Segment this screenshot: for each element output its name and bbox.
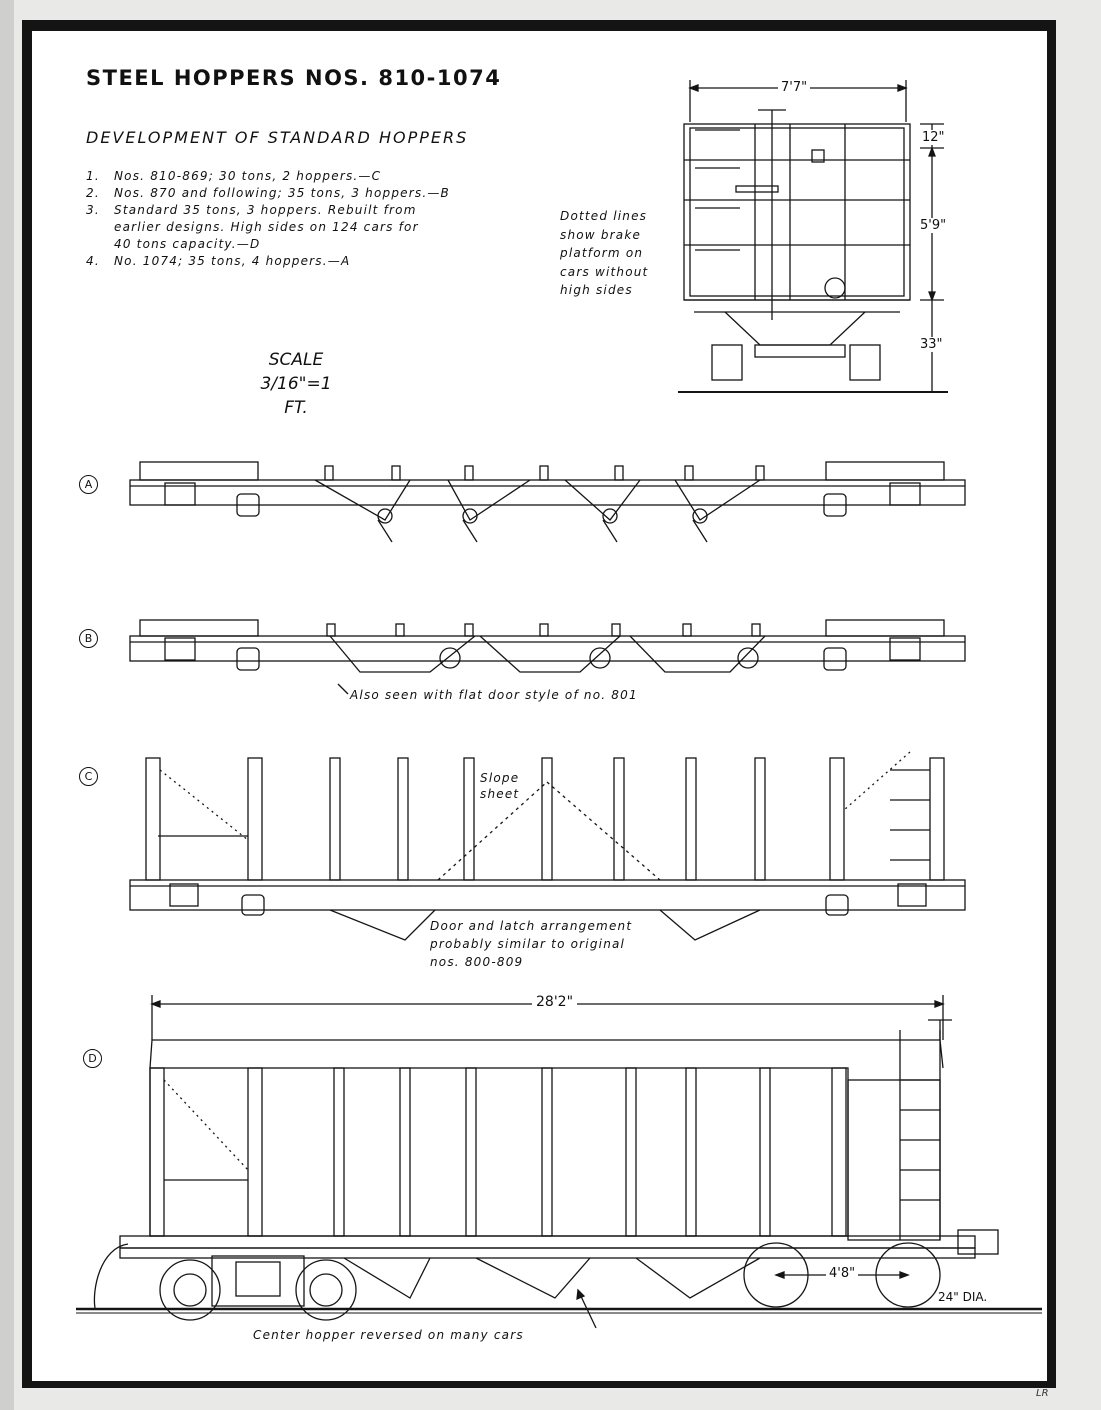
diagram-d-drawing — [76, 995, 1042, 1328]
center-hopper-note: Center hopper reversed on many cars — [253, 1328, 524, 1342]
diagram-a-drawing — [130, 462, 965, 542]
scale-label: SCALE — [268, 350, 324, 370]
drafter-initials: LR — [1036, 1388, 1049, 1399]
slope-sheet-label — [480, 770, 519, 802]
note-text: No. 1074; 35 tons, 4 hoppers.—A — [114, 254, 351, 268]
note-text: Nos. 870 and following; 35 tons, 3 hoppers.—B — [114, 186, 450, 200]
end-width-dimension: 7'7" — [778, 80, 810, 95]
diagram-d-marker: D — [83, 1049, 102, 1068]
note-text: 40 tons capacity.—D — [114, 237, 261, 251]
dotted-note-line: cars without — [560, 264, 649, 279]
dotted-lines-note — [560, 207, 648, 300]
note-number: 4. — [86, 254, 100, 268]
note-item — [86, 202, 450, 253]
door-note-line: probably similar to original — [430, 937, 626, 951]
note-item — [86, 185, 450, 202]
dotted-note-line: high sides — [560, 283, 633, 297]
dotted-note-line: show brake — [560, 227, 642, 242]
note-text: earlier designs. High sides on 124 cars for — [114, 220, 419, 234]
door-note-line: nos. 800-809 — [430, 955, 524, 969]
diagram-c-marker: C — [79, 767, 98, 786]
dotted-note-line: platform on — [560, 246, 644, 260]
page-subtitle: DEVELOPMENT OF STANDARD HOPPERS — [86, 128, 469, 147]
dotted-note-line: Dotted lines — [560, 209, 648, 223]
scale-value: 3/16"=1 FT. — [260, 374, 332, 418]
note-text: Nos. 810-869; 30 tons, 2 hoppers.—C — [114, 169, 382, 183]
scale-block — [250, 348, 342, 420]
note-number: 3. — [86, 203, 100, 217]
wheel-diameter-label: 24" DIA. — [938, 1290, 988, 1304]
end-view-drawing — [678, 80, 948, 392]
note-number: 2. — [86, 186, 100, 200]
flat-door-note: Also seen with flat door style of no. 801 — [350, 688, 638, 702]
slope-label-line: sheet — [480, 787, 520, 801]
note-text: Standard 35 tons, 3 hoppers. Rebuilt from — [114, 203, 417, 217]
note-number: 1. — [86, 169, 100, 183]
end-bottom-dimension: 33" — [920, 337, 943, 352]
diagram-b-drawing — [130, 620, 965, 694]
note-item — [86, 253, 450, 270]
page-title: STEEL HOPPERS NOS. 810-1074 — [86, 66, 502, 90]
diagram-c-drawing — [130, 752, 965, 940]
end-top-dimension: 12" — [922, 130, 945, 145]
car-length-dimension: 28'2" — [532, 994, 577, 1010]
door-note-line: Door and latch arrangement — [430, 919, 633, 933]
development-notes-list — [86, 168, 450, 270]
note-item — [86, 168, 450, 185]
slope-label-line: Slope — [480, 771, 520, 785]
diagram-b-marker: B — [79, 629, 98, 648]
diagram-a-marker: A — [79, 475, 98, 494]
door-latch-note — [430, 917, 632, 971]
end-side-dimension: 5'9" — [920, 218, 947, 233]
wheelbase-dimension: 4'8" — [826, 1266, 858, 1281]
